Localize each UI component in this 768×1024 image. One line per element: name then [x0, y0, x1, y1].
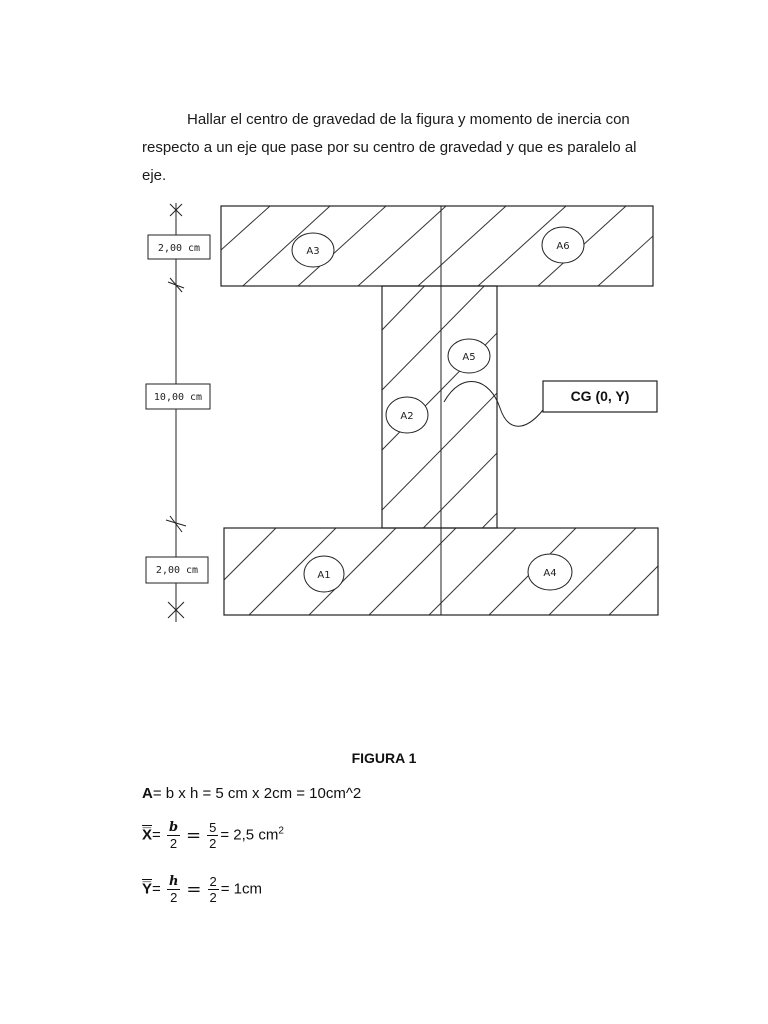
- area-expression: = b x h = 5 cm x 2cm = 10cm^2: [152, 785, 362, 802]
- svg-text:2,00 cm: 2,00 cm: [157, 243, 201, 254]
- area-label-a4: [528, 554, 572, 590]
- xbar-eq-sign: =: [152, 826, 161, 844]
- dimension-label-2: [146, 384, 210, 409]
- xbar-symbol: X̅: [142, 826, 153, 844]
- ybar-equation: Y̅= $\frac{h}{2}$ = $\frac{2}{2}$ = 1cm: [142, 874, 262, 905]
- statement-line-3: eje.: [142, 167, 167, 184]
- svg-text:CG (0, Y): CG (0, Y): [570, 388, 630, 404]
- svg-text:A1: A1: [317, 570, 331, 581]
- ybar-fraction-2: $\frac{2}{2}$: [209, 874, 217, 905]
- svg-text:A3: A3: [306, 246, 320, 257]
- ybar-result: = 1cm: [220, 880, 262, 898]
- xbar-exponent: 2: [278, 825, 284, 837]
- svg-text:A6: A6: [556, 241, 570, 252]
- area-label-a6: [542, 227, 584, 263]
- svg-text:A2: A2: [400, 411, 414, 422]
- xbar-equation: X̅= $\frac{b}{2}$ = $\frac{5}{2}$ = 2,5 $cm^2$: [142, 820, 284, 851]
- xbar-fraction-1: $\frac{b}{2}$: [168, 820, 179, 851]
- bottom-flange: [224, 528, 696, 654]
- xbar-result: = 2,5 cm: [220, 826, 279, 844]
- area-label-a1: [304, 556, 344, 592]
- area-equation: [142, 785, 361, 802]
- svg-text:A4: A4: [543, 568, 557, 579]
- svg-text:A5: A5: [462, 352, 476, 363]
- svg-text:10,00 cm: 10,00 cm: [153, 392, 203, 403]
- figure-caption: FIGURA 1: [351, 750, 417, 766]
- cg-label-box: [543, 381, 657, 412]
- svg-text:2,00 cm: 2,00 cm: [155, 565, 199, 576]
- dimension-label-1: [148, 235, 210, 259]
- ybar-eq-sign: =: [152, 880, 161, 898]
- area-label-a5: [448, 339, 490, 373]
- ybar-fraction-1: $\frac{h}{2}$: [168, 874, 179, 905]
- dimension-label-3: [146, 557, 208, 583]
- area-label-a3: [292, 233, 334, 267]
- statement-line-1: Hallar el centro de gravedad de la figura y momento de inercia con: [187, 111, 630, 128]
- ybar-symbol: Y̅: [142, 880, 153, 898]
- top-flange: [221, 206, 686, 306]
- statement-line-2: respecto a un eje que pase por su centro de gravedad y que es paralelo al: [142, 139, 637, 156]
- cg-leader-line: [444, 381, 543, 426]
- area-symbol: A: [142, 785, 153, 802]
- area-label-a2: [386, 397, 428, 433]
- xbar-fraction-2: $\frac{5}{2}$: [209, 820, 217, 851]
